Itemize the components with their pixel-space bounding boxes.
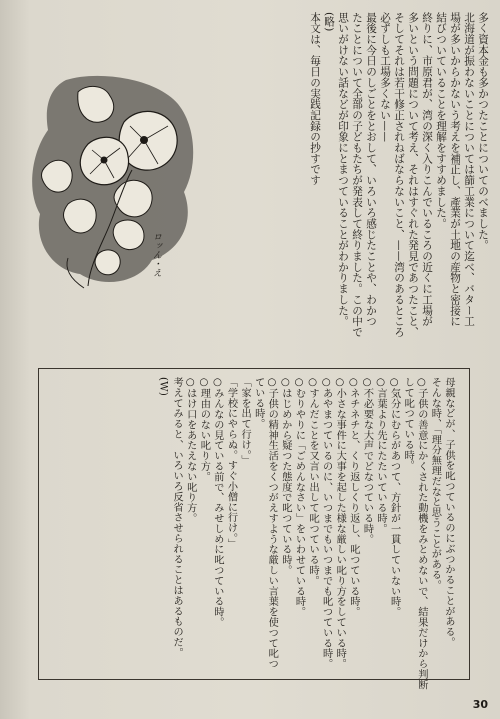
article-body xyxy=(228,12,490,338)
article-line: 結びついていることを理解をすすめました。 xyxy=(435,12,447,229)
box-line: 考えてみると、いろいろ反省させられることはあるものだ。 xyxy=(171,377,183,658)
article-line: 思いがけない話などが印象にとまつていることがわかりました。 xyxy=(337,12,349,327)
box-line: 母親などが、子供を叱つているのにぶつかることがある。 xyxy=(443,377,454,648)
article-line: 最後に今日のしごとをとおして、いろいろ感じたことや、わかつ xyxy=(365,12,377,327)
article-line: (略) xyxy=(323,12,335,32)
article-line: 北海道が振わないことについては篩工業について迄べ、バター工 xyxy=(463,12,475,327)
box-line: (W) xyxy=(157,377,169,397)
box-line: ○みんなの見ている前で、みせしめに叱つている時。 xyxy=(211,377,223,628)
article-line: 必ずしも工場多くない—— xyxy=(379,12,391,143)
box-line: して叱つている時。 xyxy=(402,377,414,471)
box-line: ている時。 xyxy=(252,377,264,429)
boxed-column xyxy=(38,368,470,690)
box-line: ○気分にむらがあつて、方針が一貫していない時。 xyxy=(388,377,400,617)
box-line: ○むりやりに「ごめんなさい」をいわせている時。 xyxy=(293,377,305,617)
article-line: 本文は、毎日の実践記録の抄すです xyxy=(309,12,321,186)
box-line: ○すんだことを又言い出して叱つている時。 xyxy=(307,377,319,586)
article-line: そしてそれは若干修正されねばならないこと、——湾のあるところ xyxy=(393,12,405,338)
box-line: ○はじめから疑つた態度で叱つている時。 xyxy=(279,377,291,576)
box-line: ○ネチネチと、くり返しくり返し、叱つている時。 xyxy=(347,377,359,617)
box-line: ○あやまつているのに、いつまでもいつまでも叱つている時。 xyxy=(320,377,332,669)
box-line: 「学校にやらぬ。すぐ小僧に行け。」 xyxy=(225,377,237,549)
article-line: 終りに、市原君が、湾の深く入りこんでいるころの近くに工場が xyxy=(421,12,433,327)
box-line: ○子供の精神生活をくつがえすような厳しい言葉を使つて叱つ xyxy=(266,377,278,669)
page-number: 30 xyxy=(472,698,488,711)
article-line: 多く資本金も多かつたことについてのべました。 xyxy=(477,12,489,251)
box-line: ○不必要な大声でどなつている時。 xyxy=(361,377,373,545)
box-line: ○はけ口をあたえない叱り方。 xyxy=(184,377,196,524)
article-line: 場が多いからかないう考えを補正し、產業が土地の産物と密接に xyxy=(449,12,461,327)
box-line: ○子供の善意にかくされた動機をみとめないで、結果だけから判断 xyxy=(415,377,427,690)
box-line: ○小さな事件に大事を起した様な厳しい叱り方をしている時。 xyxy=(334,377,346,669)
box-line: ○理由のない叱り方。 xyxy=(198,377,210,482)
article-line: 多いという問題について考え、それはすぐれた発見であつたこと、 xyxy=(407,12,419,338)
box-line: そんな時、「理分無理だなと思うことがある。 xyxy=(429,377,441,591)
article-line: たことについて全部の子どもたちが発表して終りました。この中で xyxy=(351,12,363,338)
box-line: ○言葉より先にたたいている時。 xyxy=(375,377,387,534)
morning-glory-illustration xyxy=(28,74,200,298)
box-line: 「家を出て行け。」 xyxy=(239,377,251,466)
boxed-column-text xyxy=(156,377,455,690)
artist-signature: ロッん・え xyxy=(151,232,161,277)
